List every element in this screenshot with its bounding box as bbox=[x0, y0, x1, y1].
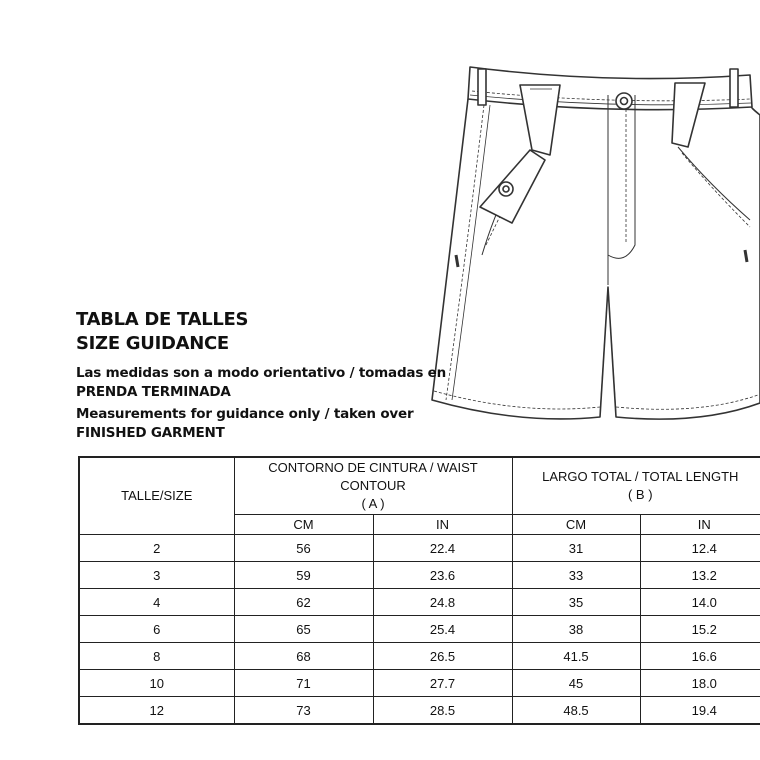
waist-cm-cell: 73 bbox=[234, 697, 373, 725]
waist-contour-code: ( A ) bbox=[361, 496, 385, 511]
waist-cm-cell: 71 bbox=[234, 670, 373, 697]
length-cm-cell: 31 bbox=[512, 535, 640, 562]
table-row bbox=[79, 697, 760, 725]
length-cm-cell: 33 bbox=[512, 562, 640, 589]
table-row bbox=[79, 670, 760, 697]
length-cm-cell: 35 bbox=[512, 589, 640, 616]
table-header-row bbox=[79, 457, 760, 515]
length-cm-cell: 41.5 bbox=[512, 643, 640, 670]
table-row bbox=[79, 643, 760, 670]
size-cell: 8 bbox=[79, 643, 234, 670]
total-length-header bbox=[512, 457, 760, 515]
waist-in-cell: 26.5 bbox=[373, 643, 512, 670]
waist-cm-cell: 65 bbox=[234, 616, 373, 643]
shorts-technical-drawing-icon bbox=[420, 55, 760, 435]
total-length-label: LARGO TOTAL / TOTAL LENGTH bbox=[542, 469, 739, 484]
waist-cm-cell: 56 bbox=[234, 535, 373, 562]
size-table bbox=[78, 456, 760, 725]
waist-in-header: IN bbox=[373, 515, 512, 535]
waist-in-cell: 28.5 bbox=[373, 697, 512, 725]
size-chart-title-es: TABLA DE TALLES bbox=[76, 309, 249, 330]
length-cm-header: CM bbox=[512, 515, 640, 535]
length-in-cell: 15.2 bbox=[640, 616, 760, 643]
size-cell: 12 bbox=[79, 697, 234, 725]
table-row bbox=[79, 589, 760, 616]
size-cell: 2 bbox=[79, 535, 234, 562]
waist-in-cell: 27.7 bbox=[373, 670, 512, 697]
length-cm-cell: 38 bbox=[512, 616, 640, 643]
measurement-note-en-line2: FINISHED GARMENT bbox=[76, 425, 225, 441]
waist-in-cell: 22.4 bbox=[373, 535, 512, 562]
size-chart-title-en: SIZE GUIDANCE bbox=[76, 333, 229, 354]
waist-in-cell: 25.4 bbox=[373, 616, 512, 643]
length-cm-cell: 48.5 bbox=[512, 697, 640, 725]
size-column-header: TALLE/SIZE bbox=[79, 457, 234, 535]
waist-in-cell: 24.8 bbox=[373, 589, 512, 616]
table-row bbox=[79, 562, 760, 589]
measurement-note-es-line1: Las medidas son a modo orientativo / tomadas en bbox=[76, 365, 447, 381]
waist-contour-label: CONTORNO DE CINTURA / WAIST CONTOUR bbox=[268, 460, 478, 493]
waist-cm-cell: 62 bbox=[234, 589, 373, 616]
length-in-cell: 13.2 bbox=[640, 562, 760, 589]
size-cell: 3 bbox=[79, 562, 234, 589]
measurement-note-es-line2: PRENDA TERMINADA bbox=[76, 384, 231, 400]
waist-cm-header: CM bbox=[234, 515, 373, 535]
measurement-note-en-line1: Measurements for guidance only / taken over bbox=[76, 406, 414, 422]
table-row bbox=[79, 535, 760, 562]
size-cell: 4 bbox=[79, 589, 234, 616]
length-in-cell: 19.4 bbox=[640, 697, 760, 725]
length-in-cell: 16.6 bbox=[640, 643, 760, 670]
waist-in-cell: 23.6 bbox=[373, 562, 512, 589]
size-cell: 6 bbox=[79, 616, 234, 643]
total-length-code: ( B ) bbox=[627, 487, 653, 502]
table-row bbox=[79, 616, 760, 643]
waist-cm-cell: 59 bbox=[234, 562, 373, 589]
size-cell: 10 bbox=[79, 670, 234, 697]
length-in-header: IN bbox=[640, 515, 760, 535]
length-in-cell: 14.0 bbox=[640, 589, 760, 616]
waist-cm-cell: 68 bbox=[234, 643, 373, 670]
waist-contour-header bbox=[234, 457, 512, 515]
length-cm-cell: 45 bbox=[512, 670, 640, 697]
length-in-cell: 18.0 bbox=[640, 670, 760, 697]
length-in-cell: 12.4 bbox=[640, 535, 760, 562]
